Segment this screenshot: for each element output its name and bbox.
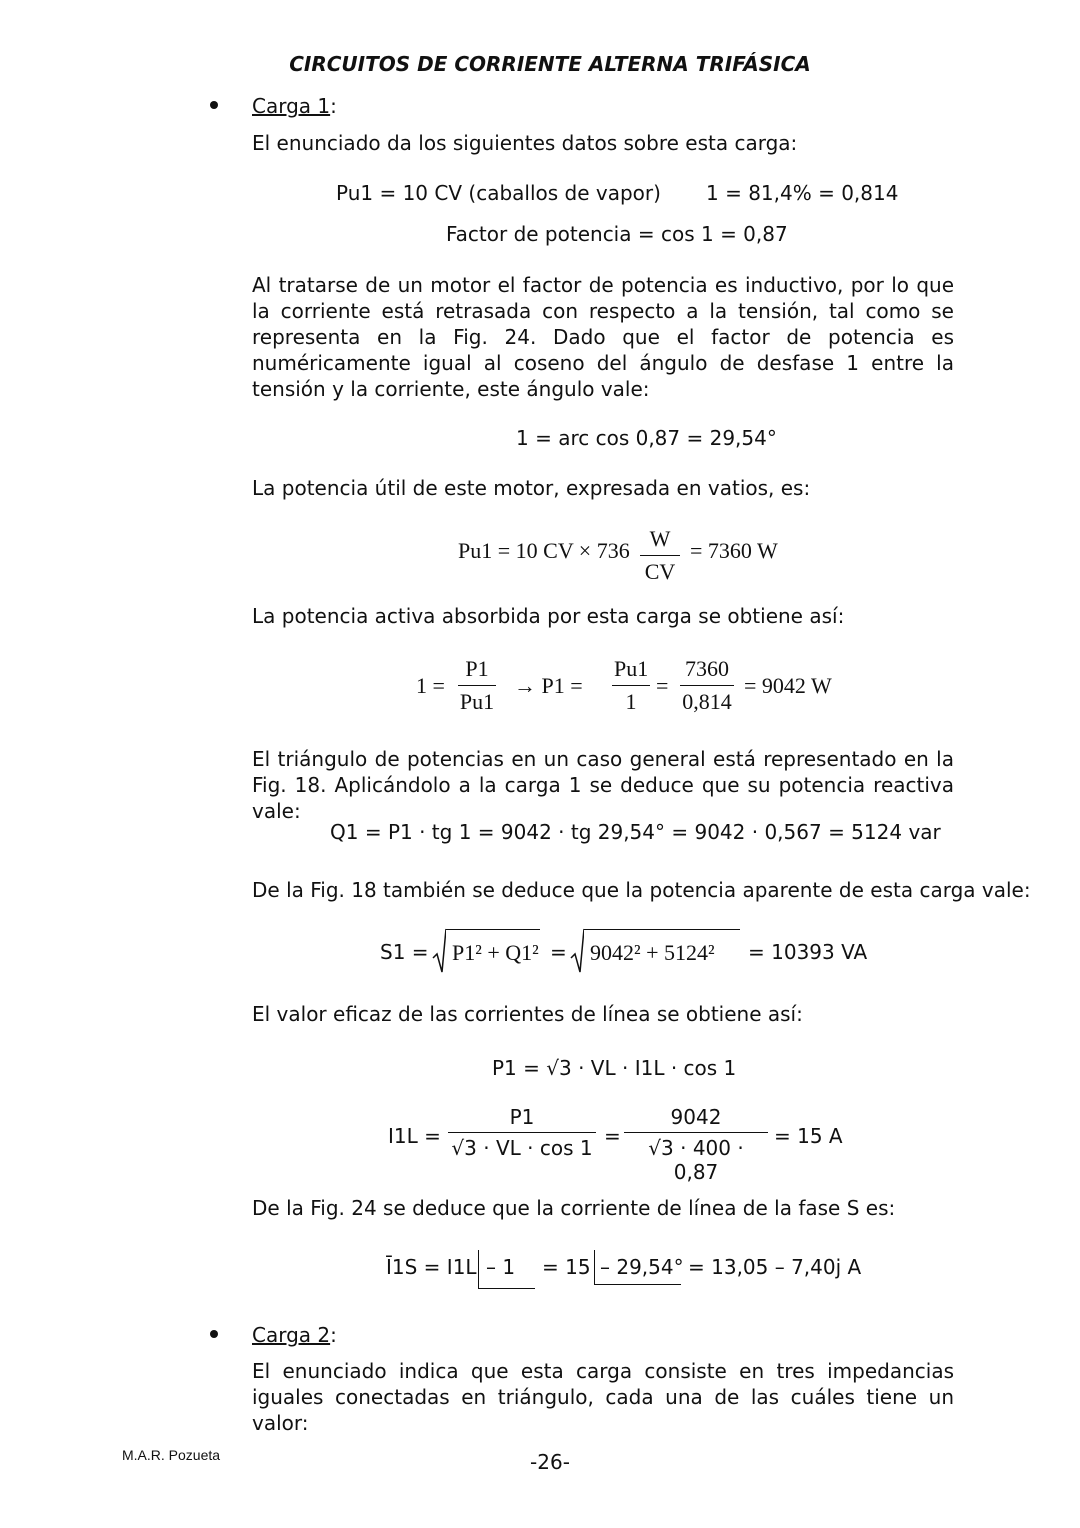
sqrt-sign-2 [570,928,584,974]
paragraph-phase-s: De la Fig. 24 se deduce que la corriente de línea de la fase S es: [252,1196,896,1220]
paragraph-useful-power: La potencia útil de este motor, expresada en vatios, es: [252,476,811,500]
equation-i1s-angle-1: – 1 [486,1255,516,1279]
fraction-7360-den: 0,814 [682,689,732,714]
carga-2-heading [252,1325,337,1345]
paragraph-carga-2: El enunciado indica que esta carga consiste en tres impedancias iguales conectadas en triángulo, cada una de las cuáles tiene un valor: [252,1359,954,1435]
equation-pu1-lhs: Pu1 = 10 CV × 736 [458,538,630,563]
fraction-w-cv-num: W [649,526,671,551]
sqrt-bar-1 [446,929,540,930]
fraction-p1-pu1-den: Pu1 [459,689,495,714]
equation-p1-lhs: 1 = [416,673,445,698]
fraction-pu1-eta-den: 1 [625,689,637,714]
data-useful-power: Pu1 = 10 CV (caballos de vapor) [336,181,661,205]
equation-i1s-lhs: Ī1S = I1L [386,1255,477,1279]
equation-p1-current: P1 = √3 · VL · I1L · cos 1 [492,1056,737,1080]
fraction-i1l-1-den: √3 · VL · cos 1 [451,1136,593,1160]
carga-1-heading [252,96,337,116]
equation-i1l-lhs: I1L = [388,1124,441,1148]
equation-pu1-rhs: = 7360 W [690,538,778,563]
equation-p1-equals: = [656,673,669,698]
paragraph-inductive: Al tratarse de un motor el factor de potencia es inductivo, por lo que la corriente está retrasada con respecto a la tensión, tal como se representa en la Fig. 24. Dado que el factor de potencia es numéricamente igual al coseno del ángulo de desfase 1 entre la tensión y la corriente, este ángulo vale: [252,273,954,401]
fraction-pu1-eta-num: Pu1 [614,656,649,681]
fraction-pu1-eta [612,656,650,715]
sqrt-bar-2 [584,929,740,930]
page-number: -26- [530,1450,570,1474]
equation-s1-equals: = [550,940,567,964]
fraction-p1-pu1 [458,656,496,715]
equation-s1-rhs: = 10393 VA [748,940,868,964]
equation-q1: Q1 = P1 · tg 1 = 9042 · tg 29,54° = 9042 · 0,567 = 5124 var [330,820,941,844]
sqrt-radicand-1: P1² + Q1² [452,940,539,965]
paragraph-power-triangle: El triángulo de potencias en un caso general está representado en la Fig. 18. Aplicándolo a la carga 1 se deduce que su potencia reactiva vale: [252,747,954,823]
bullet-carga-1 [210,101,218,109]
fraction-7360 [680,656,734,715]
paragraph-apparent-power: De la Fig. 18 también se deduce que la potencia aparente de esta carga vale: [252,878,1031,902]
data-efficiency: 1 = 81,4% = 0,814 [706,181,899,205]
bullet-carga-2 [210,1330,218,1338]
sqrt-radicand-2: 9042² + 5124² [590,940,715,965]
data-power-factor: Factor de potencia = cos 1 = 0,87 [446,222,788,246]
fraction-p1-pu1-num: P1 [465,656,489,681]
equation-i1l-rhs: = 15 A [774,1124,843,1148]
fraction-7360-num: 7360 [685,656,729,681]
equation-s1-lhs: S1 = [380,940,429,964]
page-title: CIRCUITOS DE CORRIENTE ALTERNA TRIFÁSICA [289,52,811,76]
carga-2-heading-text: Carga 2 [252,1323,331,1347]
paragraph-effective-current: El valor eficaz de las corrientes de línea se obtiene así: [252,1002,803,1026]
equation-angle: 1 = arc cos 0,87 = 29,54° [516,426,777,450]
carga-1-heading-text: Carga 1 [252,94,331,118]
equation-i1s-angle-2: – 29,54° [600,1255,684,1279]
fraction-i1l-1 [448,1105,596,1160]
equation-p1-arrow: → P1 = [514,673,583,698]
fraction-w-cv [640,526,680,585]
fraction-i1l-1-num: P1 [509,1105,535,1129]
sqrt-sign-1 [432,928,446,974]
equation-i1s-rhs: = 13,05 – 7,40j A [688,1255,862,1279]
equation-p1-rhs: = 9042 W [744,673,832,698]
carga-2-heading-colon: : [330,1323,337,1347]
fraction-w-cv-den: CV [644,559,676,584]
equation-i1l-equals: = [604,1124,621,1148]
footer-author: M.A.R. Pozueta [122,1447,221,1463]
paragraph-active-power: La potencia activa absorbida por esta carga se obtiene así: [252,604,845,628]
fraction-i1l-2-num: 9042 [670,1105,722,1129]
carga-1-intro: El enunciado da los siguientes datos sobre esta carga: [252,131,798,155]
fraction-i1l-2-den: √3 · 400 · 0,87 [648,1136,744,1184]
carga-1-heading-colon: : [330,94,337,118]
fraction-i1l-2 [624,1105,768,1184]
equation-i1s-mid: = 15 [542,1255,591,1279]
